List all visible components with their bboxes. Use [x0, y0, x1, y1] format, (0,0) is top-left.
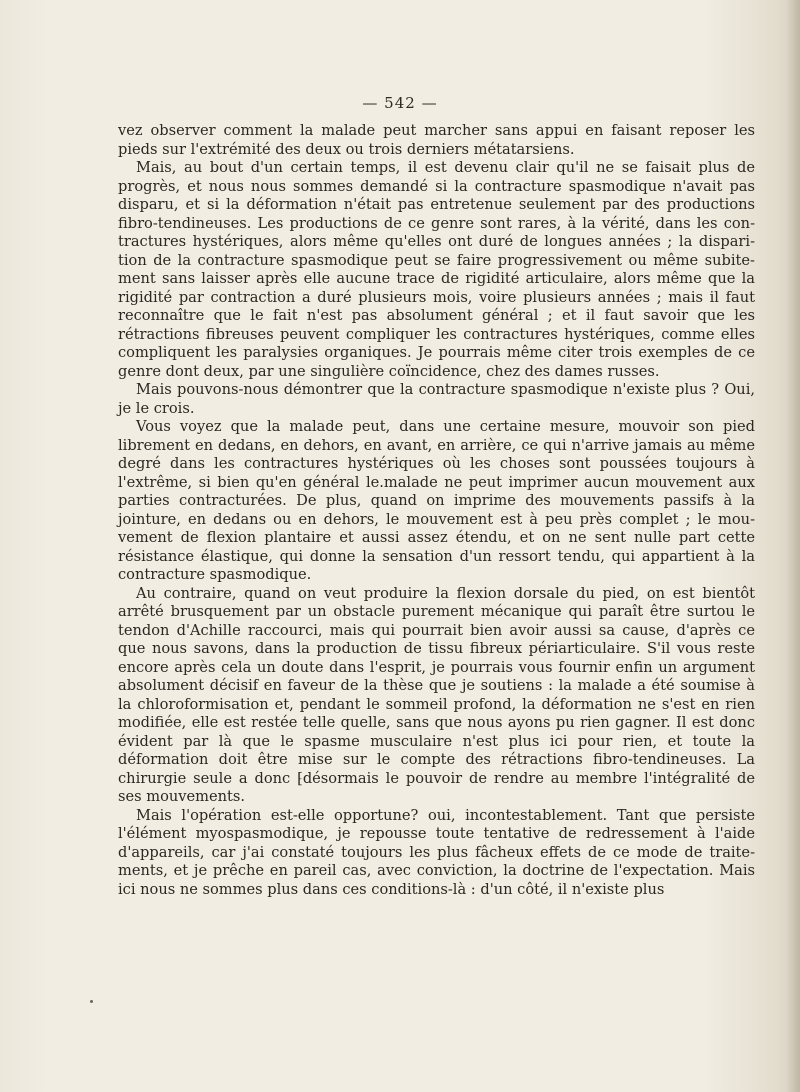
paragraph-5: Au contraire, quand on veut produire la flexion dorsale du pied, on est bientôt arrêté brusquement par un obstacle purement mécanique qui paraît être surtou le tendon d'Achille raccourci, mais qui pourrait bien avoir aussi sa cause, d'après ce que nous savons, dans la production de tissu fibreux périarticulaire. S'il vous reste encore après cela un doute dans l'esprit, je pourrais vous fournir enfin un argument absolument décisif en faveur de la thèse que je soutiens : la malade a été soumise à la chloroformisation et, pendant le sommeil profond, la déformation ne s'est en rien modifiée, elle est restée telle quelle, sans que nous ayons pu rien gagner. Il est donc évident par là que le spasme musculaire n'est plus ici pour rien, et toute la déformation doit être mise sur le compte des rétractions fibro-tendineuses. La chirurgie seule a donc ⁅désormais le pouvoir de rendre au membre l'intégralité de ses mouvements. — [118, 584, 755, 805]
paragraph-1: vez observer comment la malade peut marcher sans appui en faisant reposer les pieds sur l'extrémité des deux ou trois derniers métatarsiens. — [118, 122, 755, 158]
paragraph-2: Mais, au bout d'un certain temps, il est devenu clair qu'il ne se faisait plus de progrès, et nous nous sommes demandé si la contracture spasmodique n'avait pas disparu, et si la déformation n'était pas entretenue seulement par des productions fibro-tendineuses. Les productions de ce genre sont rares, à la vérité, dans les con- tractures hystériques, alors même qu'elles ont duré de longues années ; la dispari- tion de la contracture spasmodique peut se faire progressivement ou même subite- ment sans laisser après elle aucune trace de rigidité articulaire, alors même que la rigidité par contraction a duré plusieurs mois, voire plusieurs années ; mais il faut reconnaître que le fait n'est pas absolument général ; et il faut savoir que les rétractions fibreuses peuvent compliquer les contractures hystériques, comme elles compliquent les paralysies organiques. Je pourrais même citer trois exemples de ce genre dont deux, par une singulière coïncidence, chez des dames russes. — [118, 159, 755, 380]
page-edge-shadow — [786, 0, 800, 1092]
paragraph-3: Mais pouvons-nous démontrer que la contracture spasmodique n'existe plus ? Oui, je le crois. — [118, 381, 755, 417]
paragraph-4: Vous voyez que la malade peut, dans une certaine mesure, mouvoir son pied librement en dedans, en dehors, en avant, en arrière, ce qui n'arrive jamais au même degré dans les contractures hystériques où les choses sont poussées toujours à l'extrême, si bien qu'en général le.malade ne peut imprimer aucun mouvement aux parties contracturées. De plus, quand on imprime des mouvements passifs à la jointure, en dedans ou en dehors, le mouvement est à peu près complet ; le mou- vement de flexion plantaire et aussi assez étendu, et on ne sent nulle part cette résistance élastique, qui donne la sensation d'un ressort tendu, qui appartient à la contracture spasmodique. — [118, 418, 755, 583]
paper-speck — [90, 1000, 93, 1003]
page-number: — 542 — — [362, 94, 438, 112]
paragraph-6: Mais l'opération est-elle opportune? oui, incontestablement. Tant que persiste l'élément myospasmodique, je repousse toute tentative de redressement à l'aide d'appareils, car j'ai constaté toujours les plus fâcheux effets de ce mode de traite- ments, et je prêche en pareil cas, avec conviction, la doctrine de l'expectation. Mais ici nous ne sommes plus dans ces conditions-là : d'un côté, il n'existe plus — [118, 806, 755, 898]
body-text — [118, 122, 755, 899]
